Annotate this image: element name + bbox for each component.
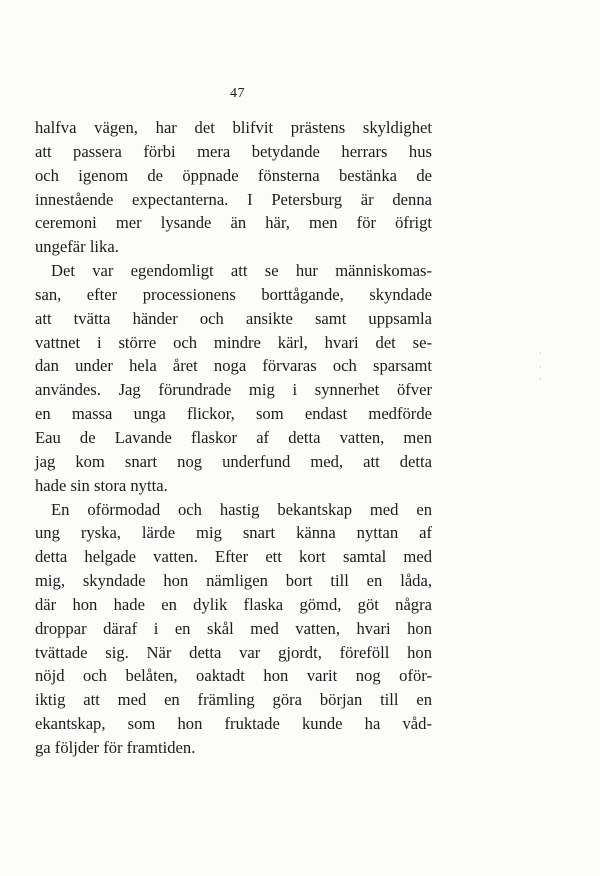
margin-speck <box>540 378 541 380</box>
text-line: att passera förbi mera betydande herrars hus <box>35 141 432 161</box>
text-line: droppar däraf i en skål med vatten, hvari hon <box>35 618 432 638</box>
text-line: innestående expectanterna. I Petersburg är denna <box>35 189 432 209</box>
text-line: ceremoni mer lysande än här, men för öfrigt <box>35 213 432 233</box>
text-line: att tvätta händer och ansikte samt uppsamla <box>35 308 432 328</box>
text-line: där hon hade en dylik flaska gömd, göt några <box>35 594 432 614</box>
text-block <box>35 116 432 760</box>
text-line: san, efter processionens borttågande, skyndade <box>35 284 432 304</box>
text-line: Det var egendomligt att se hur människomas- <box>51 261 432 281</box>
text-line: mig, skyndade hon nämligen bort till en låda, <box>35 571 432 591</box>
text-line: halfva vägen, har det blifvit prästens skyldighet <box>35 118 432 137</box>
text-line: vattnet i större och mindre kärl, hvari det se- <box>35 332 432 352</box>
text-line: ung ryska, lärde mig snart känna nyttan af <box>35 523 432 543</box>
margin-speck <box>540 352 541 354</box>
text-line: detta helgade vatten. Efter ett kort samtal med <box>35 547 432 567</box>
text-line: hade sin stora nytta. <box>35 475 168 495</box>
text-line: iktig att med en främling göra början till en <box>35 690 432 710</box>
text-line: Eau de Lavande flaskor af detta vatten, men <box>35 427 432 447</box>
text-line: och igenom de öppnade fönsterna bestänka de <box>35 165 432 185</box>
text-line: ga följder för framtiden. <box>35 737 196 757</box>
text-line: ekantskap, som hon fruktade kunde ha våd- <box>35 714 432 734</box>
text-line: En oförmodad och hastig bekantskap med en <box>51 499 432 519</box>
text-line: tvättade sig. När detta var gjordt, föreföll hon <box>35 642 432 662</box>
margin-speck <box>540 366 541 368</box>
text-line: jag kom snart nog underfund med, att detta <box>35 451 432 471</box>
page-number: 47 <box>230 86 245 101</box>
text-line: en massa unga flickor, som endast medförde <box>35 404 432 424</box>
text-line: användes. Jag förundrade mig i synnerhet öfver <box>35 380 432 400</box>
text-line: ungefär lika. <box>35 237 119 257</box>
text-line: dan under hela året noga förvaras och sparsamt <box>35 356 432 376</box>
text-line: nöjd och belåten, oaktadt hon varit nog oför- <box>35 666 432 686</box>
